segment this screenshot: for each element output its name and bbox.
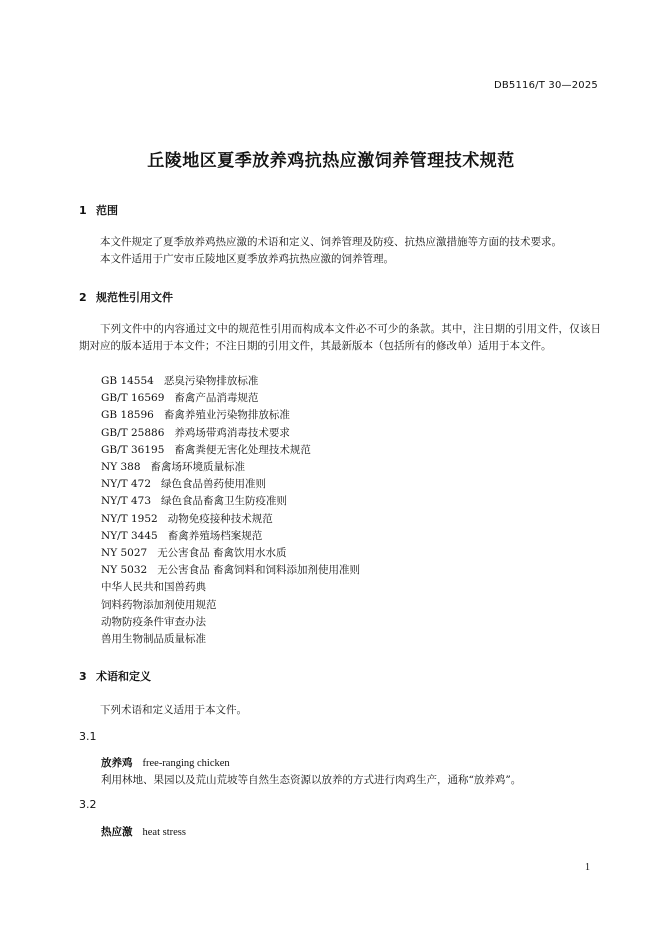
term-entry <box>101 755 230 770</box>
term-definition: 利用林地、果园以及荒山荒坡等自然生态资源以放养的方式进行肉鸡生产，通称“放养鸡”。 <box>101 774 522 786</box>
section-title: 术语和定义 <box>96 670 151 683</box>
reference-item: 中华人民共和国兽药典 <box>101 581 206 594</box>
section-title: 范围 <box>96 204 118 217</box>
reference-item: NY/T 472 绿色食品兽药使用准则 <box>101 478 267 491</box>
term-english: free-ranging chicken <box>142 758 230 769</box>
section-2-heading <box>79 289 173 305</box>
term-entry <box>101 824 186 839</box>
reference-item: NY/T 3445 畜禽养殖场档案规范 <box>101 529 263 542</box>
reference-list <box>101 373 360 648</box>
reference-item: NY/T 473 绿色食品畜禽卫生防疫准则 <box>101 495 288 508</box>
reference-item: GB 14554 恶臭污染物排放标准 <box>101 375 259 387</box>
reference-item: GB 18596 畜禽养殖业污染物排放标准 <box>101 409 290 422</box>
section-number: 2 <box>79 291 87 304</box>
reference-item: 饲料药物添加剂使用规范 <box>101 598 217 611</box>
section-1-paragraph-1: 本文件规定了夏季放养鸡热应激的术语和定义、饲养管理及防疫、抗热应激措施等方面的技术要求。 <box>100 236 562 248</box>
section-1-paragraph-2: 本文件适用于广安市丘陵地区夏季放养鸡抗热应激的饲养管理。 <box>100 253 394 265</box>
section-number: 3 <box>79 670 87 683</box>
reference-item: NY/T 1952 动物免疫接种技术规范 <box>101 512 273 525</box>
reference-item: GB/T 16569 畜禽产品消毒规范 <box>101 392 259 405</box>
page-number: 1 <box>585 862 590 873</box>
section-2-paragraph-1: 下列文件中的内容通过文中的规范性引用而构成本文件必不可少的条款。其中，注日期的引用文件，仅该日期对应的版本适用于本文件；不注日期的引用文件，其最新版本（包括所有的修改单）适用于本文件。 <box>79 323 601 352</box>
reference-item: GB/T 25886 养鸡场带鸡消毒技术要求 <box>101 426 290 439</box>
reference-item: NY 388 畜禽场环境质量标准 <box>101 461 245 474</box>
reference-item: 动物防疫条件审查办法 <box>101 615 206 628</box>
term-english: heat stress <box>142 827 186 838</box>
section-3-paragraph-1: 下列术语和定义适用于本文件。 <box>100 704 247 716</box>
term-chinese: 放养鸡 <box>101 757 133 769</box>
reference-item: NY 5032 无公害食品 畜禽饲料和饲料添加剂使用准则 <box>101 564 361 577</box>
reference-item: NY 5027 无公害食品 畜禽饮用水水质 <box>101 547 287 560</box>
term-number: 3.1 <box>79 730 97 743</box>
standard-code: DB5116/T 30—2025 <box>493 80 598 91</box>
reference-item: GB/T 36195 畜禽粪便无害化处理技术规范 <box>101 443 311 456</box>
section-title: 规范性引用文件 <box>96 291 173 304</box>
section-1-heading <box>79 202 118 218</box>
document-title: 丘陵地区夏季放养鸡抗热应激饲养管理技术规范 <box>147 151 515 171</box>
section-3-heading <box>79 668 151 684</box>
term-number: 3.2 <box>79 798 97 811</box>
section-number: 1 <box>79 204 87 217</box>
term-chinese: 热应激 <box>101 826 133 838</box>
reference-item: 兽用生物制品质量标准 <box>101 633 206 646</box>
